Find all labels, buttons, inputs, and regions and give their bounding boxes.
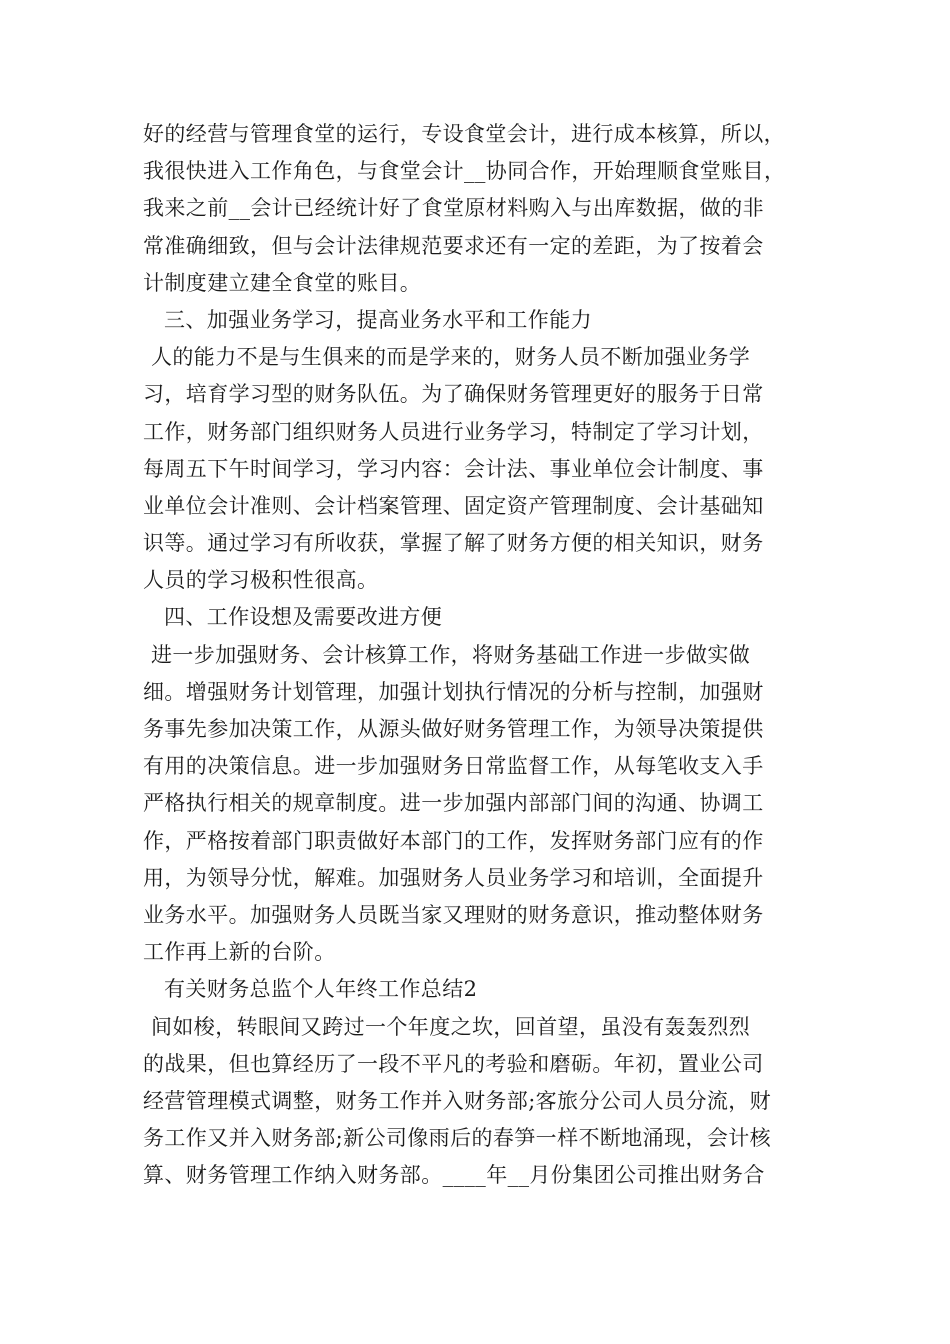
text-line: 算、财务管理工作纳入财务部。____年__月份集团公司推出财务合 [143,1163,765,1188]
text-line: 工作，财务部门组织财务人员进行业务学习，特制定了学习计划， [143,419,764,444]
text-line: 习，培育学习型的财务队伍。为了确保财务管理更好的服务于日常 [143,382,764,407]
text-line: 的战果，但也算经历了一段不平凡的考验和磨砺。年初，置业公司 [143,1051,764,1076]
text-line: 经营管理模式调整，财务工作并入财务部;客旅分公司人员分流，财 [143,1088,772,1113]
text-line: 业单位会计准则、会计档案管理、固定资产管理制度、会计基础知 [143,493,764,518]
document-section-title: 有关财务总监个人年终工作总结2 [164,977,478,1002]
text-line: 常准确细致，但与会计法律规范要求还有一定的差距，为了按着会 [143,233,764,258]
text-line: 细。增强财务计划管理，加强计划执行情况的分析与控制，加强财 [143,679,764,704]
document-page [143,116,811,1194]
text-line: 每周五下午时间学习，学习内容：会计法、事业单位会计制度、事 [143,456,764,481]
text-line: 好的经营与管理食堂的运行，专设食堂会计，进行成本核算，所以， [143,122,785,146]
text-line: 工作再上新的台阶。 [143,940,336,965]
text-line: 作，严格按着部门职责做好本部门的工作，发挥财务部门应有的作 [143,828,764,853]
text-line: 识等。通过学习有所收获，掌握了解了财务方便的相关知识，财务 [143,531,764,556]
text-line: 计制度建立建全食堂的账目。 [143,270,422,295]
section-heading-4: 四、工作设想及需要改进方便 [164,605,443,630]
text-line: 务事先参加决策工作，从源头做好财务管理工作，为领导决策提供 [143,717,764,741]
text-line: 我来之前__会计已经统计好了食堂原材料购入与出库数据，做的非 [143,196,764,221]
text-line: 进一步加强财务、会计核算工作，将财务基础工作进一步做实做 [151,642,751,667]
text-line: 用，为领导分忧，解难。加强财务人员业务学习和培训，全面提升 [143,865,764,890]
text-line: 人员的学习极积性很高。 [143,568,379,593]
text-line: 有用的决策信息。进一步加强财务日常监督工作，从每笔收支入手 [143,754,764,779]
text-line: 间如梭，转眼间又跨过一个年度之坎，回首望，虽没有轰轰烈烈 [151,1014,751,1039]
section-heading-3: 三、加强业务学习，提高业务水平和工作能力 [164,307,592,332]
text-line: 务工作又并入财务部;新公司像雨后的春笋一样不断地涌现，会计核 [143,1126,772,1151]
text-line: 业务水平。加强财务人员既当家又理财的财务意识，推动整体财务 [143,902,764,927]
text-line: 严格执行相关的规章制度。进一步加强内部部门间的沟通、协调工 [143,791,764,816]
text-line: 我很快进入工作角色，与食堂会计__协同合作，开始理顺食堂账目， [143,159,786,184]
text-line: 人的能力不是与生俱来的而是学来的，财务人员不断加强业务学 [151,345,751,370]
